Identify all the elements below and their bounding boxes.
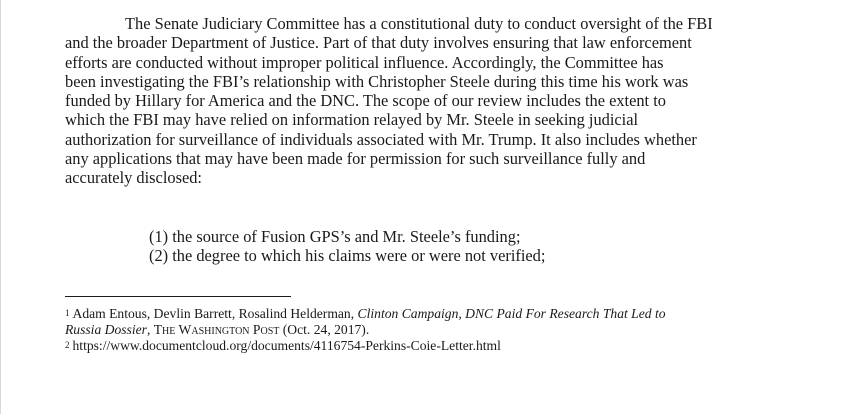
paragraph-line: accurately disclosed: [65,168,202,188]
numbered-list [149,227,545,266]
footnote-publication: The Washington Post [153,322,280,338]
list-item: (1) the source of Fusion GPS’s and Mr. Steele’s funding; [149,227,521,246]
footnote-authors: Adam Entous, Devlin Barrett, Rosalind Helderman, [72,306,358,321]
footnote-marker: 1 [65,308,70,318]
footnote-separator [65,296,291,297]
paragraph-line: been investigating the FBI’s relationship with Christopher Steele during this time his work was [65,71,689,91]
body-paragraph [65,14,805,188]
paragraph-line: any applications that may have been made for permission for such surveillance fully and [65,149,646,169]
paragraph-line: The Senate Judiciary Committee has a constitutional duty to conduct oversight of the FBI [125,14,713,33]
footnote-article-title: Clinton Campaign, DNC Paid For Research That Led to [357,306,666,321]
footnote-article-title-cont: Russia Dossier [65,322,147,338]
footnote-marker: 2 [65,340,70,351]
footnotes [65,306,825,355]
footnote-2 [65,338,825,354]
paragraph-line: efforts are conducted without improper political influence. Accordingly, the Committee has [65,52,664,72]
paragraph-line: funded by Hillary for America and the DNC. The scope of our review includes the extent to [65,91,666,111]
footnote-url[interactable]: https://www.documentcloud.org/documents/4116754-Perkins-Coie-Letter.html [72,338,501,354]
footnote-1 [65,306,825,322]
paragraph-line: authorization for surveillance of individuals associated with Mr. Trump. It also includes whether [65,129,697,149]
paragraph-line: which the FBI may have relied on information relayed by Mr. Steele in seeking judicial [65,110,639,130]
footnote-date: (Oct. 24, 2017). [279,322,370,338]
footnote-1-continued: Russia Dossier, The Washington Post (Oct. 24, 2017). [65,322,370,338]
list-item: (2) the degree to which his claims were or were not verified; [149,246,546,266]
paragraph-line: and the broader Department of Justice. Part of that duty involves ensuring that law enforcement [65,33,692,53]
